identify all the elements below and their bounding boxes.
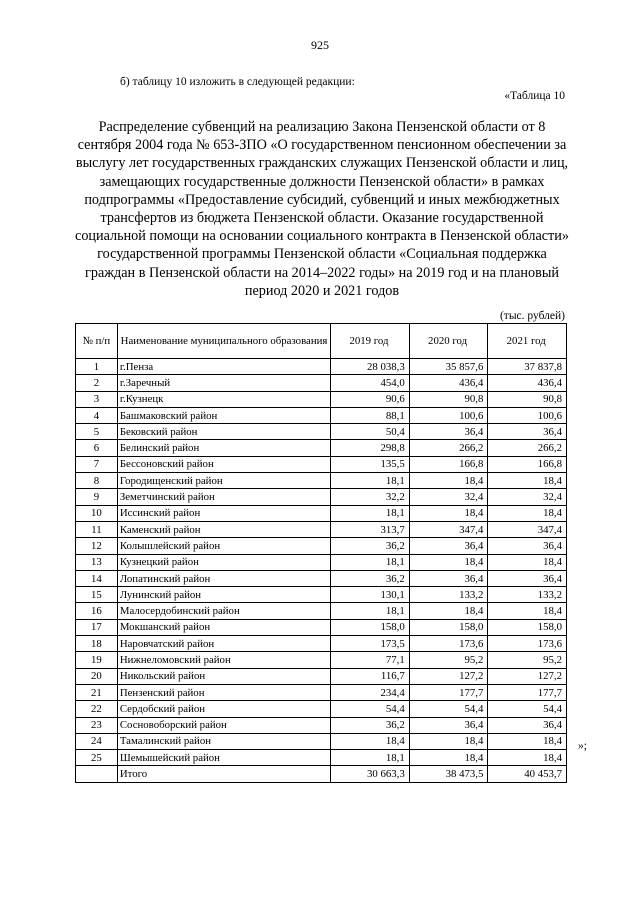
value-2020: 38 473,5 xyxy=(409,766,488,782)
value-2019: 90,6 xyxy=(331,391,410,407)
value-2019: 454,0 xyxy=(331,375,410,391)
value-2019: 298,8 xyxy=(331,440,410,456)
value-2020: 90,8 xyxy=(409,391,488,407)
value-2020: 95,2 xyxy=(409,652,488,668)
municipality-name: Земетчинский район xyxy=(117,489,330,505)
value-2021: 36,4 xyxy=(488,717,567,733)
value-2021: 54,4 xyxy=(488,701,567,717)
table-row xyxy=(76,505,567,521)
value-2020: 35 857,6 xyxy=(409,359,488,375)
municipality-name: Шемышейский район xyxy=(117,750,330,766)
row-number: 14 xyxy=(76,570,118,586)
row-number: 23 xyxy=(76,717,118,733)
unit-label: (тыс. рублей) xyxy=(499,310,565,322)
table-row xyxy=(76,440,567,456)
table-header-row xyxy=(76,324,567,359)
municipality-name: Колышлейский район xyxy=(117,538,330,554)
table-row xyxy=(76,359,567,375)
value-2020: 18,4 xyxy=(409,750,488,766)
value-2021: 36,4 xyxy=(488,570,567,586)
value-2020: 266,2 xyxy=(409,440,488,456)
value-2019: 18,1 xyxy=(331,505,410,521)
value-2021: 266,2 xyxy=(488,440,567,456)
municipality-name: Итого xyxy=(117,766,330,782)
row-number: 22 xyxy=(76,701,118,717)
municipality-name: Нижнеломовский район xyxy=(117,652,330,668)
value-2021: 18,4 xyxy=(488,750,567,766)
row-number: 24 xyxy=(76,733,118,749)
value-2020: 18,4 xyxy=(409,473,488,489)
page-number: 925 xyxy=(311,38,329,52)
municipality-name: Сосновоборский район xyxy=(117,717,330,733)
row-number: 11 xyxy=(76,521,118,537)
table-row xyxy=(76,750,567,766)
municipality-name: Каменский район xyxy=(117,521,330,537)
table-row xyxy=(76,424,567,440)
value-2021: 127,2 xyxy=(488,668,567,684)
row-number: 5 xyxy=(76,424,118,440)
value-2019: 18,1 xyxy=(331,750,410,766)
value-2020: 127,2 xyxy=(409,668,488,684)
table-row xyxy=(76,554,567,570)
row-number: 25 xyxy=(76,750,118,766)
intro-text: б) таблицу 10 изложить в следующей редакции: xyxy=(120,76,355,88)
value-2020: 32,4 xyxy=(409,489,488,505)
table-row xyxy=(76,701,567,717)
value-2020: 436,4 xyxy=(409,375,488,391)
value-2020: 166,8 xyxy=(409,456,488,472)
row-number: 10 xyxy=(76,505,118,521)
value-2021: 36,4 xyxy=(488,424,567,440)
value-2019: 28 038,3 xyxy=(331,359,410,375)
value-2021: 40 453,7 xyxy=(488,766,567,782)
value-2020: 18,4 xyxy=(409,603,488,619)
row-number: 2 xyxy=(76,375,118,391)
value-2019: 36,2 xyxy=(331,570,410,586)
municipality-name: Городищенский район xyxy=(117,473,330,489)
value-2020: 36,4 xyxy=(409,570,488,586)
municipality-name: Бековский район xyxy=(117,424,330,440)
value-2020: 36,4 xyxy=(409,717,488,733)
value-2020: 18,4 xyxy=(409,554,488,570)
table-reference: «Таблица 10 xyxy=(504,90,565,102)
total-row xyxy=(76,766,567,782)
value-2020: 158,0 xyxy=(409,619,488,635)
value-2021: 32,4 xyxy=(488,489,567,505)
row-number: 16 xyxy=(76,603,118,619)
value-2021: 18,4 xyxy=(488,733,567,749)
value-2019: 18,1 xyxy=(331,554,410,570)
row-number: 3 xyxy=(76,391,118,407)
value-2019: 130,1 xyxy=(331,587,410,603)
value-2019: 77,1 xyxy=(331,652,410,668)
municipality-name: Иссинский район xyxy=(117,505,330,521)
table-row xyxy=(76,570,567,586)
row-number: 12 xyxy=(76,538,118,554)
value-2020: 173,6 xyxy=(409,636,488,652)
table-row xyxy=(76,407,567,423)
table-row xyxy=(76,619,567,635)
table-row xyxy=(76,717,567,733)
municipality-name: Мокшанский район xyxy=(117,619,330,635)
table-row xyxy=(76,733,567,749)
value-2020: 133,2 xyxy=(409,587,488,603)
value-2019: 18,4 xyxy=(331,733,410,749)
municipality-name: Тамалинский район xyxy=(117,733,330,749)
header-number: № п/п xyxy=(76,324,118,359)
table-row xyxy=(76,456,567,472)
table-row xyxy=(76,489,567,505)
value-2021: 90,8 xyxy=(488,391,567,407)
value-2019: 32,2 xyxy=(331,489,410,505)
table-body xyxy=(76,359,567,783)
municipality-name: Башмаковский район xyxy=(117,407,330,423)
value-2019: 116,7 xyxy=(331,668,410,684)
value-2020: 18,4 xyxy=(409,505,488,521)
row-number: 21 xyxy=(76,684,118,700)
value-2021: 347,4 xyxy=(488,521,567,537)
municipality-name: Пензенский район xyxy=(117,684,330,700)
row-number: 8 xyxy=(76,473,118,489)
closing-quote: »; xyxy=(578,740,587,752)
row-number: 1 xyxy=(76,359,118,375)
value-2021: 18,4 xyxy=(488,473,567,489)
municipality-name: Белинский район xyxy=(117,440,330,456)
table-row xyxy=(76,587,567,603)
header-2019: 2019 год xyxy=(331,324,410,359)
row-number: 15 xyxy=(76,587,118,603)
value-2020: 177,7 xyxy=(409,684,488,700)
table-row xyxy=(76,391,567,407)
table-row xyxy=(76,538,567,554)
value-2019: 18,1 xyxy=(331,603,410,619)
municipality-name: г.Кузнецк xyxy=(117,391,330,407)
municipality-name: Малосердобинский район xyxy=(117,603,330,619)
value-2021: 166,8 xyxy=(488,456,567,472)
municipality-name: Бессоновский район xyxy=(117,456,330,472)
table-row xyxy=(76,636,567,652)
value-2019: 54,4 xyxy=(331,701,410,717)
municipality-name: Кузнецкий район xyxy=(117,554,330,570)
value-2020: 36,4 xyxy=(409,538,488,554)
municipality-name: Наровчатский район xyxy=(117,636,330,652)
row-number: 13 xyxy=(76,554,118,570)
table-row xyxy=(76,375,567,391)
municipality-name: Никольский район xyxy=(117,668,330,684)
row-number: 20 xyxy=(76,668,118,684)
row-number: 6 xyxy=(76,440,118,456)
value-2021: 37 837,8 xyxy=(488,359,567,375)
table-row xyxy=(76,521,567,537)
row-number: 17 xyxy=(76,619,118,635)
value-2021: 100,6 xyxy=(488,407,567,423)
row-number xyxy=(76,766,118,782)
value-2021: 95,2 xyxy=(488,652,567,668)
value-2019: 18,1 xyxy=(331,473,410,489)
table-row xyxy=(76,473,567,489)
row-number: 7 xyxy=(76,456,118,472)
table-row xyxy=(76,603,567,619)
header-municipality: Наименование муниципального образования xyxy=(117,324,330,359)
subvention-table xyxy=(75,323,567,783)
value-2019: 30 663,3 xyxy=(331,766,410,782)
row-number: 9 xyxy=(76,489,118,505)
municipality-name: Сердобский район xyxy=(117,701,330,717)
municipality-name: г.Пенза xyxy=(117,359,330,375)
value-2019: 135,5 xyxy=(331,456,410,472)
row-number: 18 xyxy=(76,636,118,652)
row-number: 4 xyxy=(76,407,118,423)
value-2020: 36,4 xyxy=(409,424,488,440)
row-number: 19 xyxy=(76,652,118,668)
value-2019: 36,2 xyxy=(331,717,410,733)
value-2019: 88,1 xyxy=(331,407,410,423)
value-2021: 158,0 xyxy=(488,619,567,635)
table-row xyxy=(76,684,567,700)
header-2020: 2020 год xyxy=(409,324,488,359)
municipality-name: Лунинский район xyxy=(117,587,330,603)
header-2021: 2021 год xyxy=(488,324,567,359)
value-2019: 158,0 xyxy=(331,619,410,635)
document-title: Распределение субвенций на реализацию Закона Пензенской области от 8 сентября 2004 года № 653-ЗПО «О государственном пенсионном обеспечении за выслугу лет государственных гражданских служащих Пензенской области и лиц, замещающих государственные должности Пензенской области» в рамках подпрограммы «Предоставление субсидий, субвенций и иных межбюджетных трансфертов из бюджета Пензенской области. Оказание государственной социальной помощи на основании социального контракта в Пензенской области» государственной программы Пензенской области «Социальная поддержка граждан в Пензенской области на 2014–2022 годы» на 2019 год и на плановый период 2020 и 2021 годов xyxy=(75,119,569,299)
value-2020: 100,6 xyxy=(409,407,488,423)
value-2021: 18,4 xyxy=(488,603,567,619)
value-2019: 50,4 xyxy=(331,424,410,440)
value-2020: 347,4 xyxy=(409,521,488,537)
municipality-name: Лопатинский район xyxy=(117,570,330,586)
municipality-name: г.Заречный xyxy=(117,375,330,391)
value-2021: 18,4 xyxy=(488,554,567,570)
value-2020: 54,4 xyxy=(409,701,488,717)
value-2021: 18,4 xyxy=(488,505,567,521)
value-2021: 177,7 xyxy=(488,684,567,700)
value-2021: 133,2 xyxy=(488,587,567,603)
value-2019: 36,2 xyxy=(331,538,410,554)
value-2019: 313,7 xyxy=(331,521,410,537)
table-row xyxy=(76,652,567,668)
value-2021: 173,6 xyxy=(488,636,567,652)
value-2019: 173,5 xyxy=(331,636,410,652)
value-2021: 436,4 xyxy=(488,375,567,391)
value-2019: 234,4 xyxy=(331,684,410,700)
table-row xyxy=(76,668,567,684)
value-2020: 18,4 xyxy=(409,733,488,749)
value-2021: 36,4 xyxy=(488,538,567,554)
